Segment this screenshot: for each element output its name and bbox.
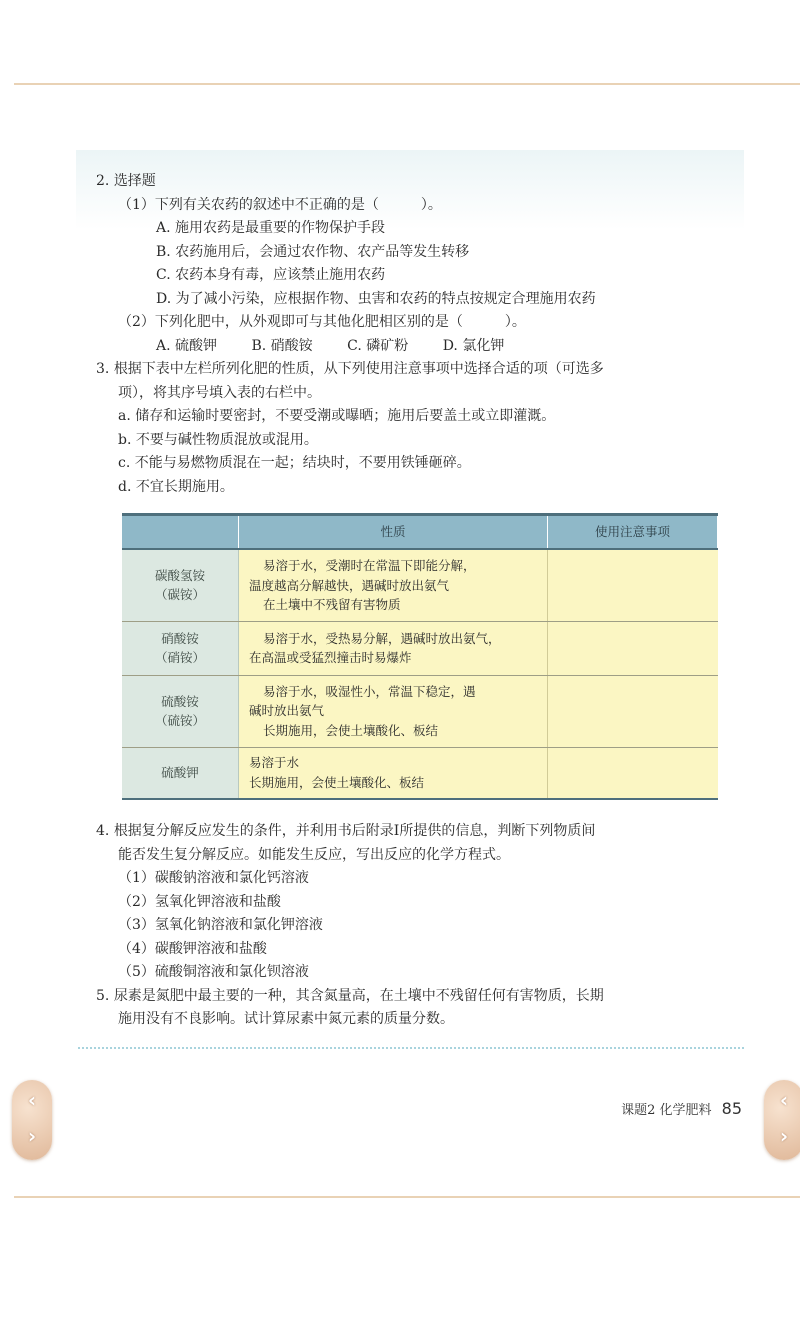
- q3-stem-line2: 项），将其序号填入表的右栏中。: [118, 384, 321, 401]
- table-row: [122, 675, 718, 747]
- property-line: 易溶于水: [249, 755, 300, 771]
- row-property: [239, 675, 548, 747]
- row-notes-blank: [548, 549, 718, 621]
- q2-sub2-options: [96, 335, 732, 359]
- property-line: 长期施用，会使土壤酸化、板结: [263, 722, 439, 738]
- q2-sub2-option-b: B. 硝酸铵: [251, 337, 313, 354]
- row-name: [122, 549, 239, 621]
- question-4: [96, 820, 736, 985]
- property-line: 在土壤中不残留有害物质: [263, 597, 401, 612]
- dotted-divider: [78, 1047, 744, 1049]
- header-notes: 使用注意事项: [548, 515, 718, 550]
- property-line: 在高温或受猛烈撞击时易爆炸: [249, 650, 412, 665]
- table-header-row: [122, 515, 718, 550]
- q2-sub1-stem: （1）下列有关农药的叙述中不正确的是（ ）。: [118, 196, 442, 213]
- q4-stem-line2: 能否发生复分解反应。如能发生反应，写出反应的化学方程式。: [118, 846, 510, 863]
- question-2-and-3-text: [96, 170, 732, 499]
- q2-sub1-option-b: B. 农药施用后，会通过农作物、农产品等发生转移: [156, 243, 470, 260]
- q4-item-1: （1）碳酸钠溶液和氯化钙溶液: [118, 870, 309, 886]
- q2-sub2-option-d: D. 氯化钾: [442, 337, 505, 354]
- q2-title: 选择题: [113, 173, 156, 189]
- prev-page-button[interactable]: [12, 1080, 52, 1160]
- page-footer: [621, 1099, 742, 1118]
- property-line: 碱时放出氨气: [249, 703, 325, 719]
- q4-item-3: （3）氢氧化钠溶液和氯化钾溶液: [118, 917, 323, 933]
- page-number: 85: [721, 1099, 742, 1118]
- bottom-divider: [14, 1196, 800, 1198]
- table-row: [122, 621, 718, 675]
- row-notes-blank: [548, 621, 718, 675]
- row-name-line2: （硝铵）: [154, 650, 205, 665]
- row-name: [122, 621, 239, 675]
- q2-sub2-stem: （2）下列化肥中，从外观即可与其他化肥相区别的是（ ）。: [118, 314, 526, 330]
- chevron-right-icon: ›: [779, 1124, 789, 1148]
- q3-item-b: b. 不要与碱性物质混放或混用。: [118, 431, 318, 448]
- fertilizer-table: [122, 513, 718, 800]
- row-notes-blank: [548, 675, 718, 747]
- header-property: 性质: [239, 515, 548, 550]
- q3-stem-line1: 根据下表中左栏所列化肥的性质，从下列使用注意事项中选择合适的项（可选多: [113, 361, 604, 377]
- header-blank: [122, 515, 239, 550]
- question-2: [96, 170, 732, 358]
- q3-number: 3.: [96, 361, 110, 377]
- row-name-line1: 碳酸氢铵: [154, 567, 205, 583]
- q3-item-d: d. 不宜长期施用。: [118, 478, 234, 495]
- q3-item-c: c. 不能与易燃物质混在一起；结块时，不要用铁锤砸碎。: [118, 455, 471, 471]
- q2-sub1-option-d: D. 为了减小污染，应根据作物、虫害和农药的特点按规定合理施用农药: [156, 290, 596, 307]
- q3-item-a: a. 储存和运输时要密封，不要受潮或曝晒；施用后要盖土或立即灌溉。: [118, 408, 556, 424]
- q4-item-4: （4）碳酸钾溶液和盐酸: [118, 940, 267, 957]
- property-line: 易溶于水，受潮时在常温下即能分解，: [263, 558, 476, 573]
- q2-sub1-option-c: C. 农药本身有毒，应该禁止施用农药: [156, 267, 386, 283]
- question-3: [96, 358, 732, 499]
- q2-sub2-option-c: C. 磷矿粉: [347, 337, 409, 354]
- q4-item-5: （5）硫酸铜溶液和氯化钡溶液: [118, 964, 309, 980]
- row-name: [122, 747, 239, 799]
- row-property: [239, 549, 548, 621]
- row-name-line1: 硫酸钾: [161, 765, 199, 780]
- chapter-title: 课题2 化学肥料: [621, 1103, 712, 1118]
- question-5: [96, 985, 736, 1032]
- question-4-and-5-text: [96, 820, 736, 1032]
- q5-line1: 尿素是氮肥中最主要的一种，其含氮量高，在土壤中不残留任何有害物质，长期: [113, 987, 604, 1004]
- q5-line2: 施用没有不良影响。试计算尿素中氮元素的质量分数。: [118, 1011, 454, 1027]
- q4-stem-line1: 根据复分解反应发生的条件，并利用书后附录Ⅰ所提供的信息，判断下列物质间: [113, 823, 596, 839]
- property-line: 长期施用，会使土壤酸化、板结: [249, 774, 425, 790]
- next-page-button[interactable]: [764, 1080, 800, 1160]
- table-row: [122, 549, 718, 621]
- q2-sub2-option-a: A. 硫酸钾: [156, 337, 218, 354]
- property-line: 易溶于水，受热易分解，遇碱时放出氨气，: [263, 630, 501, 646]
- row-name-line2: （硫铵）: [154, 713, 205, 728]
- q2-number: 2.: [96, 173, 110, 189]
- row-name: [122, 675, 239, 747]
- property-line: 易溶于水，吸湿性小，常温下稳定，遇: [263, 683, 476, 699]
- q2-sub1-option-a: A. 施用农药是最重要的作物保护手段: [156, 220, 386, 236]
- q5-number: 5.: [96, 987, 110, 1004]
- table-row: [122, 747, 718, 799]
- top-divider: [14, 83, 800, 85]
- row-notes-blank: [548, 747, 718, 799]
- row-property: [239, 747, 548, 799]
- chevron-right-icon: ›: [27, 1124, 37, 1148]
- property-line: 温度越高分解越快，遇碱时放出氨气: [249, 577, 450, 593]
- chevron-left-icon: ‹: [27, 1088, 37, 1112]
- row-property: [239, 621, 548, 675]
- q4-item-2: （2）氢氧化钾溶液和盐酸: [118, 893, 281, 910]
- row-name-line1: 硫酸铵: [161, 693, 199, 709]
- row-name-line1: 硝酸铵: [161, 630, 199, 646]
- q4-number: 4.: [96, 823, 110, 839]
- row-name-line2: （碳铵）: [154, 587, 205, 603]
- chevron-left-icon: ‹: [779, 1088, 789, 1112]
